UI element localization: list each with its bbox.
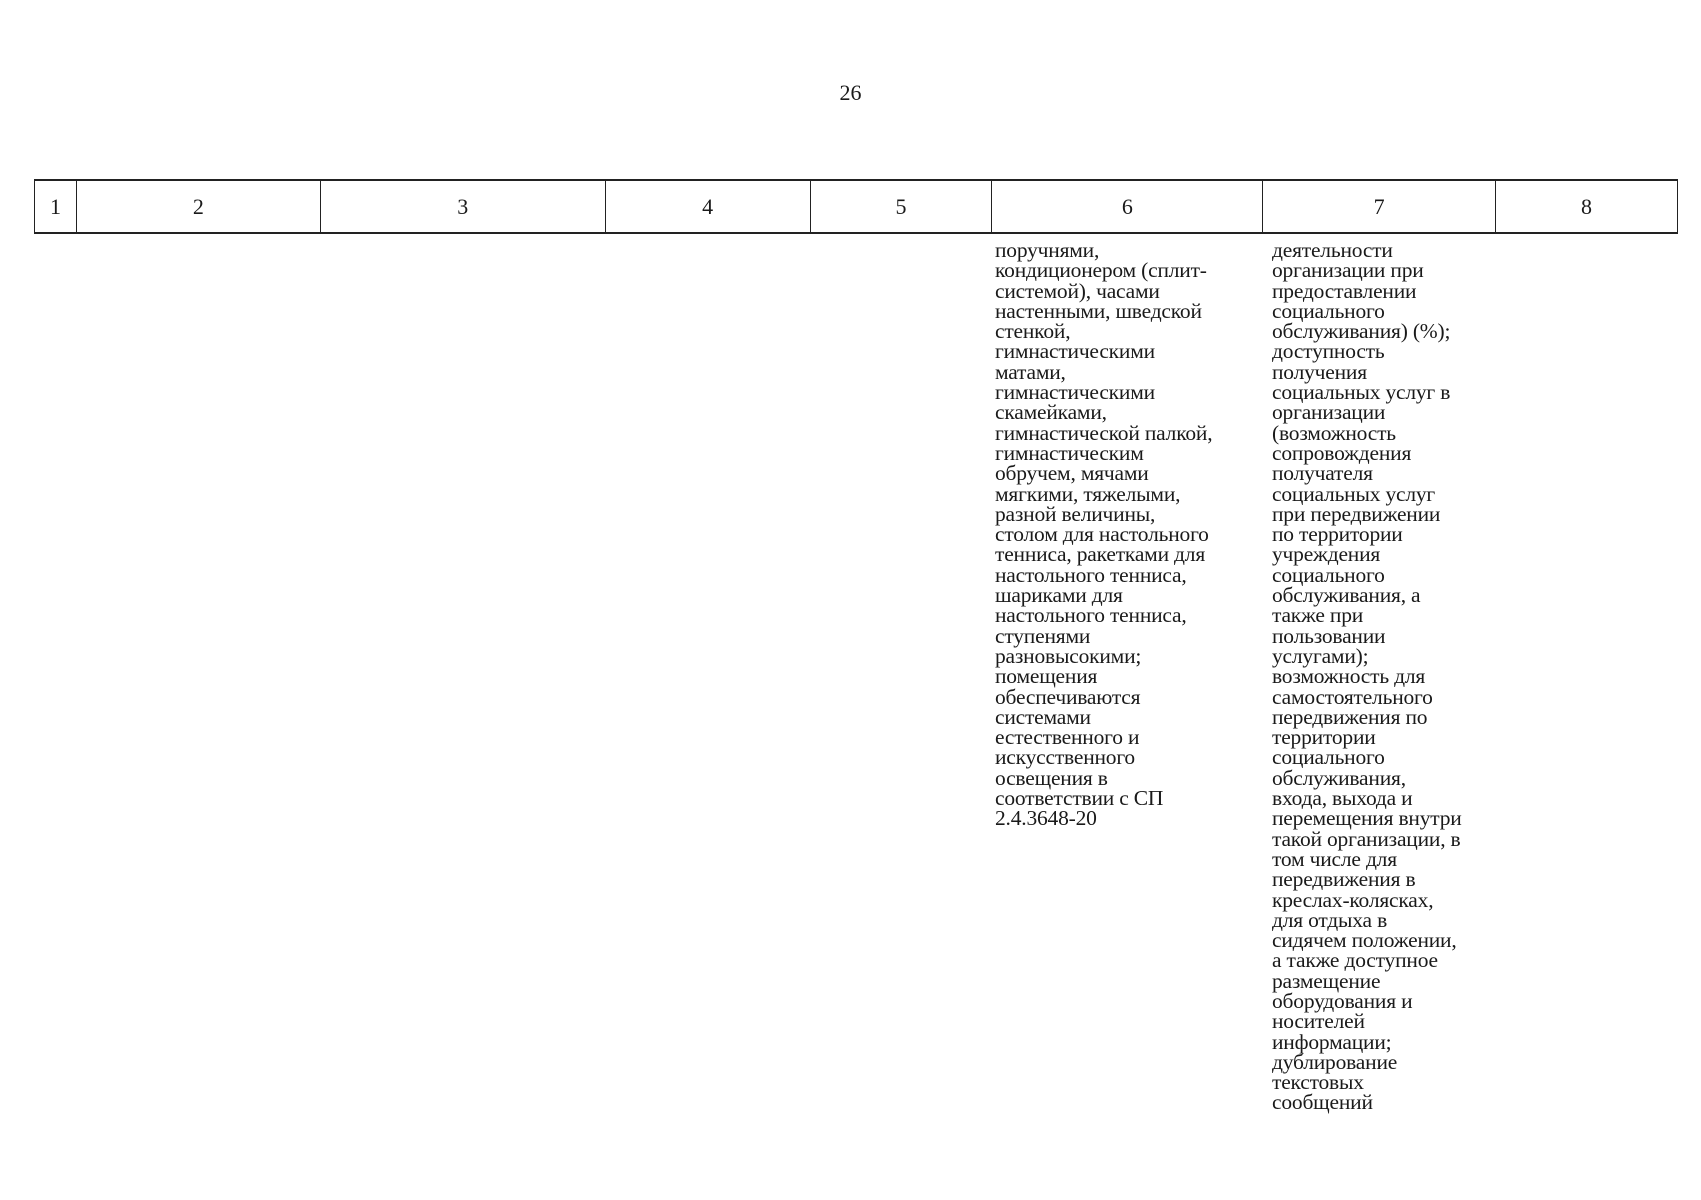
- column-number-7: 7: [1263, 181, 1496, 232]
- column-7-text: деятельности организации при предоставлении социального обслуживания) (%); доступность получения социальных услуг в организации (возможность сопровождения получателя социальных услуг при передвижении по территории учреждения социального обслуживания, а также при пользовании услугами); возможность для самостоятельного передвижения по территории социального обслуживания, входа, выхода и перемещения внутри такой организации, в том числе для передвижения в креслах-колясках, для отдыха в сидячем положении, а также доступное размещение оборудования и носителей информации; дублирование текстовых сообщений: [1272, 238, 1462, 1115]
- column-number-5: 5: [811, 181, 993, 232]
- column-number-8: 8: [1496, 181, 1678, 232]
- page-number: 26: [839, 80, 862, 105]
- column-number-6: 6: [992, 181, 1263, 232]
- column-number-4: 4: [606, 181, 811, 232]
- column-number-2: 2: [77, 181, 321, 232]
- table-column-numbers-row: [34, 179, 1678, 234]
- column-number-3: 3: [321, 181, 606, 232]
- column-6-text: поручнями, кондиционером (сплит- системой), часами настенными, шведской стенкой, гимнастическими матами, гимнастическими скамейками, гимнастической палкой, гимнастическим обручем, мячами мягкими, тяжелыми, разной величины, столом для настольного тенниса, ракетками для настольного тенниса, шариками для настольного тенниса, ступенями разновысокими; помещения обеспечиваются системами естественного и искусственного освещения в соответствии с СП 2.4.3648-20: [995, 238, 1213, 831]
- column-number-1: 1: [35, 181, 77, 232]
